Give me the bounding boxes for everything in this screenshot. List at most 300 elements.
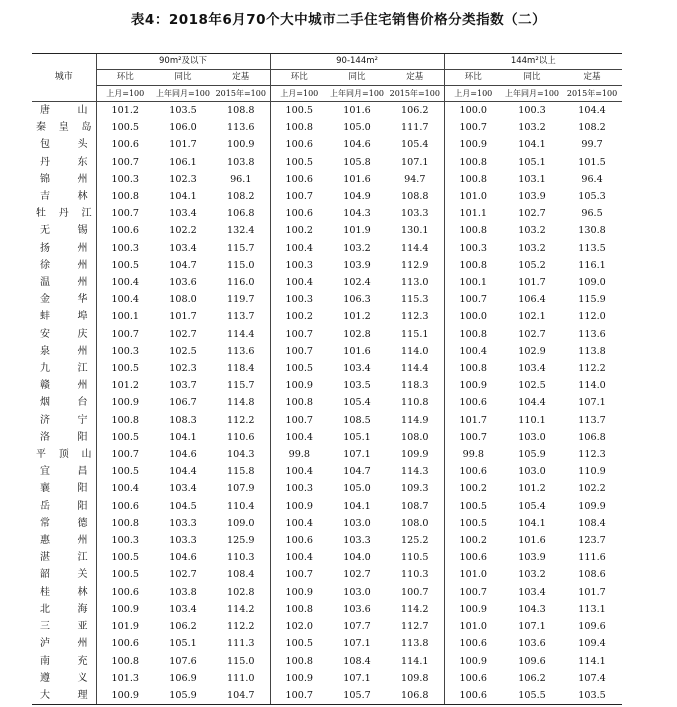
value-cell: 108.5 [343, 414, 371, 426]
table-row [32, 670, 622, 687]
table-row [32, 326, 622, 343]
value-cell: 100.8 [96, 653, 154, 670]
city-name-cell [32, 136, 96, 153]
value-cell: 103.3 [169, 517, 197, 529]
value-cell: 100.6 [270, 205, 328, 222]
value-cell: 101.6 [343, 173, 371, 185]
city-name-cell [32, 291, 96, 308]
city-name-cell [32, 618, 96, 635]
sub-header-mom: 环比 [270, 70, 328, 86]
value-cell: 102.7 [518, 208, 546, 220]
value-cell: 102.3 [169, 363, 197, 375]
city-name: 丹 东 [40, 156, 88, 168]
value-cell: 100.8 [270, 653, 328, 670]
value-cell: 103.2 [518, 225, 546, 237]
value-cell: 102.3 [169, 173, 197, 185]
value-cell: 105.0 [343, 122, 371, 134]
value-cell: 96.5 [581, 208, 603, 220]
value-cell: 104.3 [518, 603, 546, 615]
table-row [32, 618, 622, 635]
value-cell: 101.5 [578, 156, 606, 168]
value-cell: 100.0 [444, 308, 502, 325]
value-cell: 108.0 [401, 431, 429, 443]
base-header-2015: 2015年=100 [562, 86, 622, 102]
value-cell: 108.0 [401, 517, 429, 529]
value-cell: 105.9 [154, 687, 212, 705]
value-cell: 114.8 [227, 397, 255, 409]
value-cell: 100.5 [96, 257, 154, 274]
table-row [32, 188, 622, 205]
value-cell: 100.3 [270, 257, 328, 274]
base-header-last-year: 上年同月=100 [154, 86, 212, 102]
value-cell: 113.5 [578, 242, 606, 254]
base-header-last-year: 上年同月=100 [328, 86, 386, 102]
value-cell: 113.6 [227, 122, 255, 134]
value-cell: 108.4 [227, 569, 255, 581]
value-cell: 109.6 [518, 655, 546, 667]
value-cell: 104.4 [518, 397, 546, 409]
value-cell: 100.5 [270, 635, 328, 652]
value-cell: 109.3 [401, 483, 429, 495]
value-cell: 100.4 [270, 549, 328, 566]
city-name: 平 顶 山 [36, 449, 92, 461]
value-cell: 110.3 [227, 552, 255, 564]
value-cell: 103.5 [169, 105, 197, 116]
sub-header-mom: 环比 [444, 70, 502, 86]
city-name: 湛 江 [40, 552, 88, 564]
value-cell: 100.3 [96, 240, 154, 257]
value-cell: 100.7 [96, 326, 154, 343]
city-name-cell [32, 532, 96, 549]
base-header-last-year: 上年同月=100 [502, 86, 562, 102]
value-cell: 114.9 [401, 414, 429, 426]
table-row [32, 102, 622, 120]
value-cell: 100.6 [270, 136, 328, 153]
city-name: 无 锡 [40, 225, 88, 237]
value-cell: 105.1 [169, 638, 197, 650]
city-name: 常 德 [40, 517, 88, 529]
value-cell: 100.3 [96, 343, 154, 360]
value-cell: 106.8 [227, 208, 255, 220]
value-cell: 105.1 [518, 156, 546, 168]
value-cell: 100.3 [270, 480, 328, 497]
value-cell: 100.4 [96, 291, 154, 308]
city-name-cell [32, 412, 96, 429]
value-cell: 106.2 [518, 672, 546, 684]
table-row [32, 498, 622, 515]
value-cell: 100.7 [444, 291, 502, 308]
value-cell: 115.0 [227, 259, 255, 271]
value-cell: 106.1 [169, 156, 197, 168]
table-row [32, 291, 622, 308]
value-cell: 103.5 [343, 380, 371, 392]
value-cell: 101.7 [169, 139, 197, 151]
city-name: 岳 阳 [40, 500, 88, 512]
value-cell: 103.9 [518, 191, 546, 203]
base-header-2015: 2015年=100 [386, 86, 444, 102]
value-cell: 104.3 [227, 449, 255, 461]
table-row [32, 257, 622, 274]
city-name-cell [32, 154, 96, 171]
value-cell: 108.8 [401, 191, 429, 203]
value-cell: 103.5 [562, 687, 622, 705]
value-cell: 109.6 [578, 621, 606, 633]
group-header-medium: 90-144m² [270, 54, 444, 70]
value-cell: 100.6 [270, 532, 328, 549]
value-cell: 103.6 [343, 603, 371, 615]
value-cell: 113.8 [401, 638, 429, 650]
value-cell: 106.8 [386, 687, 444, 705]
value-cell: 107.6 [169, 655, 197, 667]
table-row [32, 584, 622, 601]
city-name: 唐 山 [40, 105, 88, 116]
value-cell: 101.7 [518, 277, 546, 289]
city-name: 洛 阳 [40, 431, 88, 443]
base-header-last-month: 上月=100 [96, 86, 154, 102]
city-name-cell [32, 653, 96, 670]
value-cell: 102.4 [343, 277, 371, 289]
value-cell: 103.4 [169, 242, 197, 254]
value-cell: 113.1 [578, 603, 606, 615]
table-row [32, 429, 622, 446]
value-cell: 100.1 [444, 274, 502, 291]
value-cell: 116.1 [578, 259, 606, 271]
value-cell: 106.3 [343, 294, 371, 306]
value-cell: 123.7 [578, 535, 606, 547]
value-cell: 100.7 [96, 446, 154, 463]
value-cell: 110.9 [578, 466, 606, 478]
value-cell: 104.4 [169, 466, 197, 478]
value-cell: 103.0 [518, 466, 546, 478]
value-cell: 103.4 [169, 483, 197, 495]
city-name: 锦 州 [40, 173, 88, 185]
value-cell: 110.8 [401, 397, 429, 409]
value-cell: 103.6 [169, 277, 197, 289]
table-row [32, 394, 622, 411]
value-cell: 103.2 [518, 569, 546, 581]
value-cell: 107.1 [343, 449, 371, 461]
value-cell: 103.2 [518, 242, 546, 254]
value-cell: 105.5 [502, 687, 562, 705]
table-row [32, 154, 622, 171]
value-cell: 102.9 [518, 345, 546, 357]
table-row [32, 377, 622, 394]
value-cell: 112.9 [401, 259, 429, 271]
value-cell: 94.7 [404, 173, 426, 185]
value-cell: 113.0 [401, 277, 429, 289]
city-column-header: 城市 [32, 54, 96, 102]
value-cell: 107.1 [343, 672, 371, 684]
city-name-cell [32, 205, 96, 222]
city-name: 襄 阳 [40, 483, 88, 495]
value-cell: 100.5 [96, 566, 154, 583]
city-name: 安 庆 [40, 328, 88, 340]
value-cell: 100.4 [96, 274, 154, 291]
value-cell: 100.8 [270, 601, 328, 618]
city-name: 徐 州 [40, 259, 88, 271]
value-cell: 116.0 [227, 277, 255, 289]
sub-header-fixed-base: 定基 [212, 70, 270, 86]
value-cell: 104.1 [518, 517, 546, 529]
value-cell: 106.0 [169, 122, 197, 134]
city-name-cell [32, 222, 96, 239]
value-cell: 115.3 [401, 294, 429, 306]
table-row [32, 119, 622, 136]
city-name: 秦 皇 岛 [36, 122, 92, 134]
value-cell: 107.1 [518, 621, 546, 633]
city-name-cell [32, 119, 96, 136]
value-cell: 100.7 [270, 566, 328, 583]
value-cell: 101.2 [96, 377, 154, 394]
value-cell: 100.7 [270, 687, 328, 705]
value-cell: 100.6 [96, 498, 154, 515]
value-cell: 113.8 [578, 345, 606, 357]
value-cell: 101.0 [444, 618, 502, 635]
city-name-cell [32, 102, 96, 120]
value-cell: 100.4 [96, 480, 154, 497]
value-cell: 105.4 [401, 139, 429, 151]
table-row [32, 635, 622, 652]
city-name-cell [32, 394, 96, 411]
value-cell: 101.7 [169, 311, 197, 323]
city-name: 扬 州 [40, 242, 88, 254]
value-cell: 109.0 [578, 277, 606, 289]
value-cell: 101.6 [343, 345, 371, 357]
value-cell: 100.6 [96, 136, 154, 153]
city-name: 泸 州 [40, 638, 88, 650]
value-cell: 109.9 [401, 449, 429, 461]
value-cell: 105.7 [328, 687, 386, 705]
value-cell: 115.7 [227, 380, 255, 392]
sub-header-fixed-base: 定基 [386, 70, 444, 86]
value-cell: 102.1 [518, 311, 546, 323]
value-cell: 100.8 [270, 119, 328, 136]
value-cell: 103.4 [343, 363, 371, 375]
value-cell: 100.8 [444, 154, 502, 171]
value-cell: 100.9 [270, 498, 328, 515]
value-cell: 100.9 [270, 584, 328, 601]
value-cell: 107.9 [227, 483, 255, 495]
value-cell: 100.1 [96, 308, 154, 325]
value-cell: 100.8 [444, 222, 502, 239]
group-header-small: 90m²及以下 [96, 54, 270, 70]
value-cell: 100.3 [444, 240, 502, 257]
value-cell: 103.4 [169, 208, 197, 220]
value-cell: 105.9 [518, 449, 546, 461]
value-cell: 99.7 [581, 139, 603, 151]
city-name: 惠 州 [40, 535, 88, 547]
value-cell: 100.9 [96, 394, 154, 411]
price-index-table [32, 53, 622, 705]
table-row [32, 463, 622, 480]
value-cell: 103.9 [343, 259, 371, 271]
city-name-cell [32, 601, 96, 618]
value-cell: 101.3 [96, 670, 154, 687]
value-cell: 105.3 [578, 191, 606, 203]
value-cell: 100.4 [270, 274, 328, 291]
value-cell: 100.6 [96, 635, 154, 652]
value-cell: 100.2 [270, 308, 328, 325]
value-cell: 100.6 [444, 463, 502, 480]
value-cell: 102.2 [578, 483, 606, 495]
value-cell: 100.3 [96, 532, 154, 549]
value-cell: 100.5 [96, 119, 154, 136]
value-cell: 105.1 [343, 431, 371, 443]
value-cell: 100.9 [444, 601, 502, 618]
value-cell: 100.9 [444, 653, 502, 670]
value-cell: 103.8 [227, 156, 255, 168]
value-cell: 114.1 [578, 655, 606, 667]
value-cell: 101.1 [444, 205, 502, 222]
value-cell: 108.0 [169, 294, 197, 306]
city-name-cell [32, 515, 96, 532]
value-cell: 99.8 [270, 446, 328, 463]
value-cell: 108.2 [227, 191, 255, 203]
city-name-cell [32, 446, 96, 463]
value-cell: 106.2 [401, 105, 429, 116]
value-cell: 96.4 [581, 173, 603, 185]
value-cell: 102.7 [518, 328, 546, 340]
value-cell: 104.9 [343, 191, 371, 203]
value-cell: 100.4 [270, 463, 328, 480]
value-cell: 100.6 [444, 394, 502, 411]
sub-header-yoy: 同比 [328, 70, 386, 86]
value-cell: 101.0 [444, 188, 502, 205]
value-cell: 104.1 [169, 431, 197, 443]
value-cell: 96.1 [230, 173, 252, 185]
value-cell: 100.3 [96, 171, 154, 188]
value-cell: 101.7 [578, 586, 606, 598]
table-body [32, 102, 622, 705]
value-cell: 101.6 [343, 105, 371, 116]
value-cell: 101.2 [343, 311, 371, 323]
table-row [32, 360, 622, 377]
value-cell: 112.7 [401, 621, 429, 633]
value-cell: 100.0 [444, 102, 502, 120]
value-cell: 115.1 [401, 328, 429, 340]
value-cell: 99.8 [444, 446, 502, 463]
value-cell: 111.0 [227, 672, 255, 684]
value-cell: 125.9 [227, 535, 255, 547]
value-cell: 100.6 [270, 171, 328, 188]
city-name-cell [32, 240, 96, 257]
city-name-cell [32, 326, 96, 343]
value-cell: 115.7 [227, 242, 255, 254]
value-cell: 104.6 [169, 552, 197, 564]
value-cell: 108.8 [227, 105, 255, 116]
value-cell: 113.7 [578, 414, 606, 426]
table-title: 表4：2018年6月70个大中城市二手住宅销售价格分类指数（二） [130, 12, 547, 28]
table-row [32, 274, 622, 291]
value-cell: 100.6 [96, 222, 154, 239]
value-cell: 100.9 [444, 136, 502, 153]
value-cell: 130.1 [401, 225, 429, 237]
value-cell: 100.7 [96, 205, 154, 222]
value-cell: 113.7 [227, 311, 255, 323]
value-cell: 107.1 [343, 638, 371, 650]
city-name-cell [32, 463, 96, 480]
value-cell: 100.7 [444, 119, 502, 136]
value-cell: 110.6 [227, 431, 255, 443]
city-name-cell [32, 308, 96, 325]
table-row [32, 136, 622, 153]
value-cell: 108.6 [578, 569, 606, 581]
value-cell: 132.4 [227, 225, 255, 237]
value-cell: 100.9 [96, 601, 154, 618]
value-cell: 100.6 [444, 635, 502, 652]
value-cell: 100.9 [96, 687, 154, 705]
value-cell: 107.7 [343, 621, 371, 633]
value-cell: 115.9 [578, 294, 606, 306]
table-row [32, 343, 622, 360]
table-row [32, 566, 622, 583]
value-cell: 104.4 [578, 105, 606, 116]
value-cell: 118.4 [227, 363, 255, 375]
value-cell: 115.0 [227, 655, 255, 667]
table-row [32, 653, 622, 670]
value-cell: 100.8 [96, 412, 154, 429]
value-cell: 114.4 [401, 363, 429, 375]
value-cell: 100.3 [518, 105, 546, 116]
value-cell: 104.7 [343, 466, 371, 478]
city-name: 九 江 [40, 363, 88, 375]
sub-header-yoy: 同比 [154, 70, 212, 86]
value-cell: 102.7 [169, 569, 197, 581]
city-name: 大 理 [40, 689, 88, 701]
value-cell: 110.3 [401, 569, 429, 581]
value-cell: 100.5 [270, 154, 328, 171]
value-cell: 110.1 [518, 414, 546, 426]
base-header-last-month: 上月=100 [270, 86, 328, 102]
value-cell: 113.6 [227, 345, 255, 357]
value-cell: 100.4 [270, 429, 328, 446]
city-name-cell [32, 480, 96, 497]
value-cell: 100.8 [444, 257, 502, 274]
value-cell: 102.8 [343, 328, 371, 340]
city-name: 包 头 [40, 139, 88, 151]
city-name: 遵 义 [40, 672, 88, 684]
value-cell: 107.1 [578, 397, 606, 409]
city-name-cell [32, 274, 96, 291]
value-cell: 100.5 [96, 429, 154, 446]
value-cell: 100.8 [96, 188, 154, 205]
table-row [32, 171, 622, 188]
table-row [32, 446, 622, 463]
value-cell: 104.7 [212, 687, 270, 705]
value-cell: 103.4 [518, 363, 546, 375]
value-cell: 105.2 [518, 259, 546, 271]
value-cell: 111.6 [578, 552, 606, 564]
value-cell: 109.8 [401, 672, 429, 684]
table-row [32, 532, 622, 549]
value-cell: 102.2 [169, 225, 197, 237]
table-row [32, 687, 622, 705]
value-cell: 110.4 [227, 500, 255, 512]
value-cell: 103.9 [518, 552, 546, 564]
value-cell: 103.3 [169, 535, 197, 547]
value-cell: 104.1 [169, 191, 197, 203]
value-cell: 130.8 [578, 225, 606, 237]
city-name: 桂 林 [40, 586, 88, 598]
sub-header-fixed-base: 定基 [562, 70, 622, 86]
city-name: 吉 林 [40, 191, 88, 203]
value-cell: 114.2 [401, 603, 429, 615]
table-row [32, 515, 622, 532]
value-cell: 114.3 [401, 466, 429, 478]
city-name: 牡 丹 江 [36, 208, 92, 220]
value-cell: 108.3 [169, 414, 197, 426]
value-cell: 104.7 [169, 259, 197, 271]
